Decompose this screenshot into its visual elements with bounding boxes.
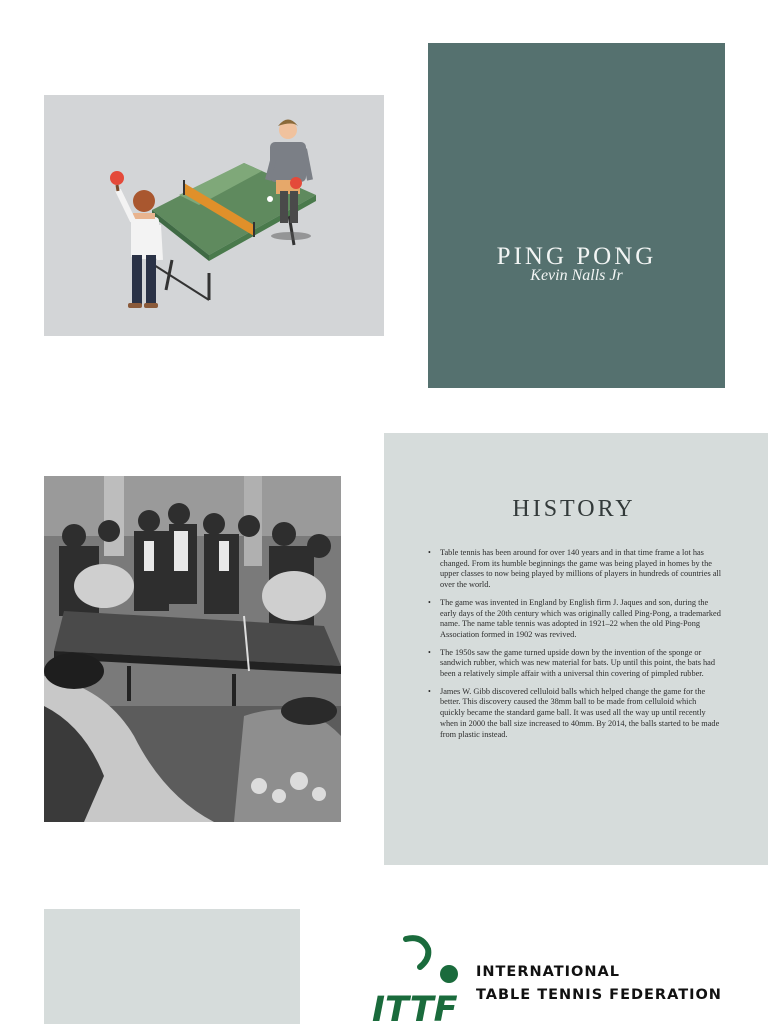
- empty-card: [44, 909, 300, 1024]
- author-name: Kevin Nalls Jr: [530, 267, 623, 284]
- ittf-mark: ITTF: [372, 990, 458, 1024]
- list-item: • Table tennis has been around for over 140 years and in that time frame a lot has changed. From its humble beginnings the game was being played in homes by the upper classes to now being played by millions of players in hundreds of countries all over the world.: [440, 548, 723, 591]
- page-title: PING PONG: [496, 243, 657, 270]
- ittf-emblem-icon: [370, 935, 470, 1024]
- historical-photo: [44, 476, 341, 822]
- logo-line-2: TABLE TENNIS FEDERATION: [476, 987, 722, 1003]
- ping-pong-illustration: [44, 95, 384, 336]
- history-card: [384, 433, 768, 865]
- logo-line-1: INTERNATIONAL: [476, 964, 620, 980]
- list-item: • The game was invented in England by English firm J. Jaques and son, during the early days of the 20th century which was originally called Ping-Pong, a trademarked name. The name table tennis was adopted in 1921–22 when the old Ping-Pong Association formed in 1902 was revived.: [440, 598, 723, 641]
- list-item: • The 1950s saw the game turned upside down by the invention of the sponge or sandwich rubber, which was new material for bats. Up until this point, the bats had been a relatively simple affair with a universal thin covering of pimpled rubber.: [440, 648, 723, 680]
- ittf-logo: [370, 935, 750, 1024]
- title-card: [428, 43, 725, 388]
- history-heading: HISTORY: [512, 496, 636, 522]
- list-item: • James W. Gibb discovered celluloid balls which helped change the game for the better. This discovery caused the 38mm ball to be made from celluloid which quickly became the standard game ball. It was used all the way up until recently when in 2000 the ball size increased to 40mm. By 2014, the balls started to be made from plastic instead.: [440, 687, 723, 741]
- history-list: [440, 548, 723, 747]
